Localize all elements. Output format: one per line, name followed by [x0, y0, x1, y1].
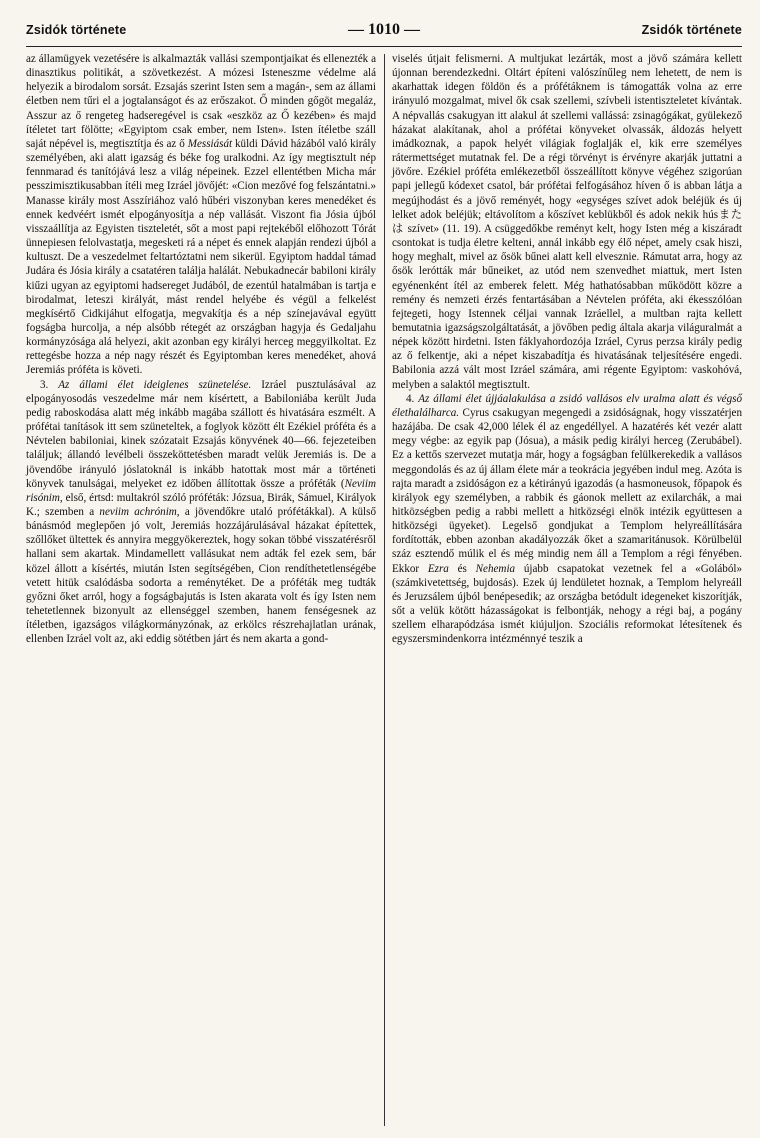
text-run: küldi Dávid házából való király személyében, aki alatt igazság és béke fog uralkodni. Az így megtisztult nép fennmarad és tanítójává lesz a világ népeinek. Ezzel ellentétben Micha már pesszimisztikusabban ítéli meg Izráel jövőjét: «Cion mezővé fog felszántatni.» Manasse király most Asszíriához való hűbéri viszonyban keres menedéket és ennek kedvéért ismét elpogányosítja a nép vallását. Viszont fia Jósia újból visszaállítja az Egyisten tiszteletét, sőt a most papi rejtekéből előhozott Tórát ünnepiesen felolvastatja, megesketi rá a népet és ennek alapján rendezi újból a kultuszt. De a veszedelmet feltartóztatni nem sikerül. Egyiptom haddal támad Judára és Jósia király a csatatéren találja halálát. Nebukadnecár babiloni király kiűzi ugyan az egyiptomi hadsereget Judából, de ezentúl hatalmában is tartja e birodalmat, leteszi királyát, mást rendel helyébe és végül a felkelést megkísértő Cidkijáhut elfogatja, megvakítja és a nép színejavával együtt fogságba hurcolja, a nép alsóbb rétegét az országban hagyja és Gedaljahu kormányzósága alá helyezi, akit azonban egy királyi herceg meggyilkoltat. Ez rettegésbe hozza a nép nagy részét és Egyiptomban keres menedéket, ahová Jeremiás próféta is követi.: [26, 137, 376, 377]
running-header: [26, 14, 742, 47]
text-run: Cyrus csakugyan megengedi a zsidóságnak, hogy visszatérjen hazájába. De csak 42,000 lélek él az engedéllyel. A hazatérés két vezér alatt megy végbe: az egyik pap (Jósua), a másik pedig királyi herceg (Zerubábel). Ez a kettős szervezet mutatja már, hogy a fogságban felülkerekedik a vallásos meggondolás és az új állam élete már a teokrácia jegyében indul meg. Azóta is rajta maradt a zsidóságon ez a kétirányú igazodás (a hasmoneusok, főpapok és királyok egy személyben, a rabbik és gáonok mellett az exilarchák, a mai hitközségben pedig a rabbi mellett a hitközségi elnök intézik együttesen a hitközségi ügyeket). Legelső gondjukat a Templom helyreállítására fordították, ebben azonban akadályozzák őket a szamaritánusok. Körülbelül száz esztendő múlik el és még mindig nem áll a Templom a régi fényében. Ekkor: [392, 406, 742, 575]
italic-text: neviim achrónim,: [99, 506, 180, 518]
section-heading: Az állami élet újjáalakulása a zsidó vallásos elv uralma alatt és végső élethalálharca.: [392, 392, 742, 419]
header-right-title: Zsidók története: [641, 23, 742, 37]
section-paragraph: [392, 392, 742, 647]
left-column: [26, 52, 376, 1132]
page-number: — 1010 —: [348, 21, 420, 38]
text-run: Izráel pusztulásával az elpogányosodás veszedelme már nem kísértett, a Babiloniába került Juda pedig raboskodása alatt még inkább magába szállott és hivatására eszmélt. A prófétai tanítások itt sem szüneteltek, a foglyok között élt Ezékiel próféta és a Névtelen babiloniai, kinek szózatait Ezsajás könyvének 40—66. fejezeteiben találjuk; állandó levélbeli összeköttetésben maradt velük Jeremiás is. De a jövendőbe irányuló jóslatoknál is inkább hatottak most már a történeti könyvek tanulságai, melyeket ez időben állítottak össze a próféták (: [26, 378, 376, 490]
section-number: 4.: [406, 392, 419, 405]
header-left-title: Zsidók története: [26, 23, 127, 37]
italic-text: Messiását: [187, 137, 233, 150]
italic-text: Ezra: [427, 562, 449, 575]
paragraph: [26, 52, 376, 378]
italic-text: Nehemia: [475, 562, 516, 575]
text-run: viselés útjait felismerni. A multjukat lezárták, most a jövő számára kellett újonnan berendezkedni. Oltárt építeni valószínűleg nem lehetett, de nem is akarhattak idegen földön és a prófétáknem is támogatták volna az erre irányuló mozgalmat, mivel ők csak szellemi, szívbeli istentiszteletet kívántak. A népvallás csakugyan itt alakul át szellemi vallássá: zsinagógákat, gyülekező házakat alakítanak, ahol a prófétai könyveket olvassák, áldozás helyett imádkoznak, a papok helyét világiak foglalják el, kik erre személyes rátermettséget mutatnak fel. De a régi törvényt is érvényre akarják juttatni a jövőre. Ezékiel próféta emlékezetből összeállított könyve végéhez szigorúan papi jellegű kódexet csatol, bár prófétai felfogásához híven ő is abban látja a megújhodást és a jövő reményét, hogy «egységes szívet adok beléjük és új lelket adok beléjük; eltávolítom a kőszívet keblükből és adok nekik húsまたは szívet» (11. 19). A csüggedőkbe reményt kelt, hogy Isten még a kiszáradt csontokat is tudja életre kelteni, annál inkább egy élő népet, amely csak hiszi, hogy meghalt, mivel az ősök bűnei alatt kell elvesznie. Rámutat arra, hogy az ősök lerótták már bűneiket, az utód nem szenvedhet miattuk, mert Isten egyénenként ítél az emberek felett. Még hathatósabban működött közre a remény és nemzeti érzés fentartásában a Névtelen próféta, aki ékesszólóan fejtegeti, hogy Istennek céljai vannak Izráellel, a multban rajta kellett bemutatnia igazságszolgáltatását, a jövőben pedig általa akarja világuralmát a népek között hirdetni. Isten fáklyahordozója Izráel, Cyrus perzsa király pedig az ő felkentje, aki a népet kiszabadítja és hivatásának teljesítésére engedi. Babilonia azzá vált most Izráel számára, ami régente Egyiptom: vaskohóvá, melyben a salaktól megtisztult.: [392, 53, 742, 391]
section-heading: Az állami élet ideiglenes szünetelése.: [58, 378, 252, 391]
text-run: és: [448, 562, 476, 575]
text-run: az államügyek vezetésére is alkalmazták vallási szempontjaikat és ellenezték a dinasztikus politikát, a szövetkezést. A mózesi Isteneszme védelme alá helyezik a birodalom sorsát. Ezsajás szerint Isten sem a magán-, sem az állami életben nem tűri el a jogtalanságot és az erőszakot. Ő minden gőgöt megaláz, Asszur az ő rengeteg hadseregével is csak «eszköz az Ő kezében» és majd ítéletet tart fölötte; «Egyiptom csak ember, nem Isten». Isten ítéletbe száll saját népével is, megtisztítja és az ő: [26, 53, 376, 150]
text-columns: [26, 52, 742, 1132]
text-run: első, értsd: multakról szóló próféták: Józsua, Birák, Sámuel, Királyok K.; szemben a: [26, 491, 376, 518]
paragraph: [392, 52, 742, 392]
right-column: [392, 52, 742, 1132]
text-run: a jövendőkre utaló prófétákkal). A külső bánásmód meglepően jó volt, Jeremiás hozzájárulásával házakat építettek, szőllőket ültettek és annyira meggyökereztek, hogy sokan többé visszatérésről hallani sem akartak. Mindamellett vallásukat nem adták fel ezek sem, bár közel állott a kísértés, miután Isten segítségében, Cion rendíthetetlenségébe vetett hitük csalódásba sodorta a reménytéket. De a próféták meg tudták győzni őket arról, hogy a fogságbajutás is Isten akarata volt és így Isten nem tehetetlennek bizonyult az ellenséggel szemben, hanem fenségesnek az ítéletben, igazságos világkormányzónak, az erkölcs részrehajlatlan urának, ellenben Izráel volt az, aki eddig sötétben járt és nem akarta a gond-: [26, 506, 376, 646]
section-number: 3.: [40, 378, 59, 391]
section-paragraph: [26, 378, 376, 647]
text-run: újabb csapatokat vezetnek fel a «Golából» (számkivetettség, bujdosás). Ezek új lendületet hoznak, a Templom helyreáll és Jeruzsálem újból benépesedik; az országba betódult idegeneket kiszorítják, sőt a velük kötött házasságokat is felbontják, nehogy a régi baj, a pogány szellem elharapódzása ismét kiújuljon. Szociális reformokat létesítenek és egyszersmindenkorra intézménnyé teszik a: [392, 562, 743, 646]
italic-text: Neviim risónim,: [26, 477, 376, 504]
column-divider: [384, 54, 385, 1126]
